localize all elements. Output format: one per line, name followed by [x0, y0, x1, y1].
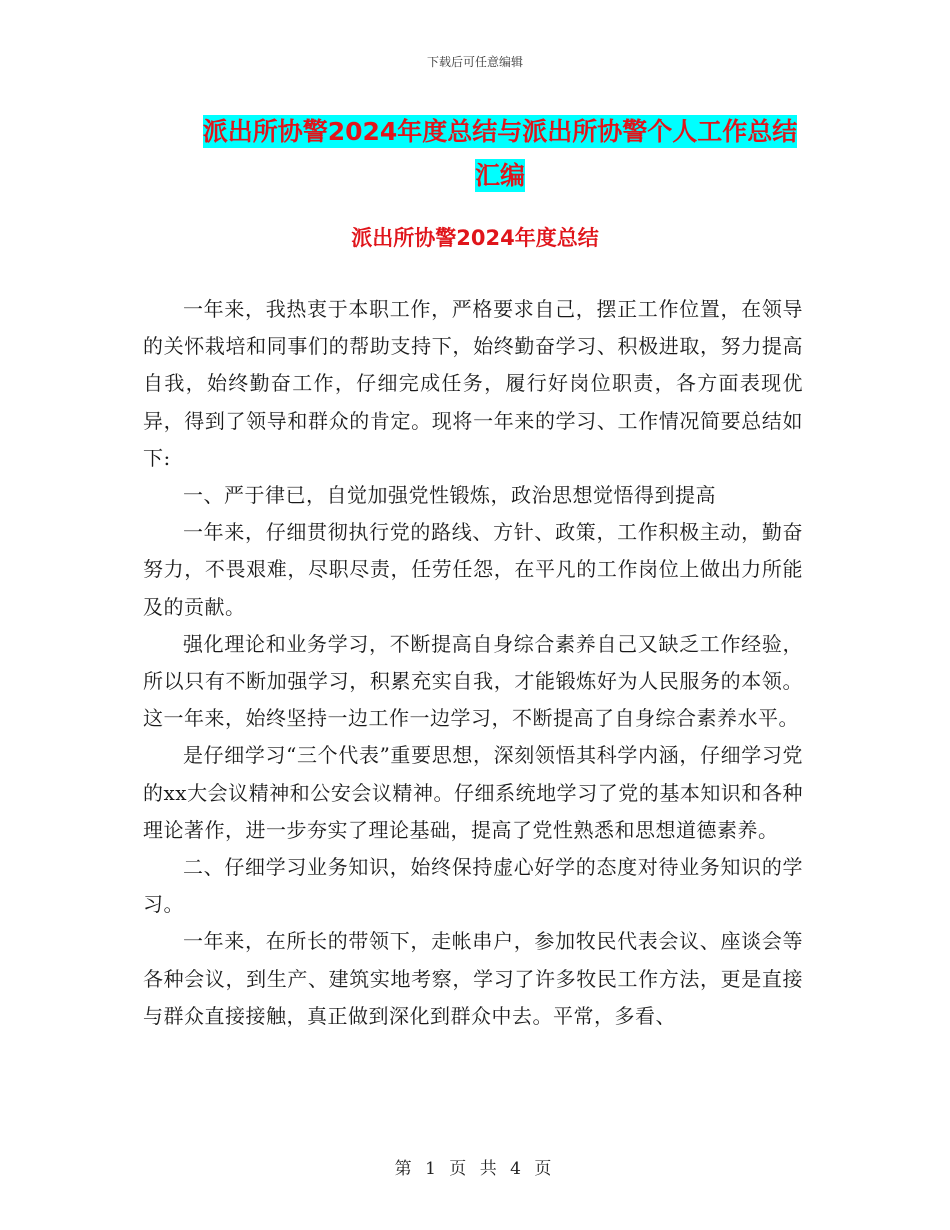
- document-title-line-2: 汇编: [474, 161, 525, 190]
- paragraph-4: 强化理论和业务学习，不断提高自身综合素养自己又缺乏工作经验，所以只有不断加强学习，积累充实自我，才能锻炼好为人民服务的本领。这一年来，始终坚持一边工作一边学习，不断提高了自身综合素养水平。: [143, 631, 803, 731]
- paragraph-3: 一年来，仔细贯彻执行党的路线、方针、政策，工作积极主动，勤奋努力，不畏艰难，尽职尽责，任劳任怨，在平凡的工作岗位上做出力所能及的贡献。: [143, 520, 803, 619]
- document-title: [130, 110, 870, 198]
- header-note: 下载后可任意编辑: [426, 55, 523, 69]
- section-title: 派出所协警2024年度总结: [351, 226, 599, 250]
- document-title-line-1: 派出所协警2024年度总结与派出所协警个人工作总结: [202, 117, 798, 146]
- paragraph-7: 一年来，在所长的带领下，走帐串户，参加牧民代表会议、座谈会等各种会议，到生产、建筑实地考察，学习了许多牧民工作方法，更是直接与群众直接接触，真正做到深化到群众中去。平常，多看、: [143, 929, 803, 1028]
- paragraph-1: 一年来，我热衷于本职工作，严格要求自己，摆正工作位置，在领导的关怀栽培和同事们的帮助支持下，始终勤奋学习、积极进取，努力提高自我，始终勤奋工作，仔细完成任务，履行好岗位职责，各方面表现优异，得到了领导和群众的肯定。现将一年来的学习、工作情况简要总结如下:: [143, 297, 803, 470]
- paragraph-5: 是仔细学习“三个代表”重要思想，深刻领悟其科学内涵，仔细学习党的xx大会议精神和公安会议精神。仔细系统地学习了党的基本知识和各种理论著作，进一步夯实了理论基础，提高了党性熟悉和思想道德素养。: [143, 743, 803, 842]
- page-footer: 第 1 页 共 4 页: [394, 1159, 556, 1179]
- paragraph-2-heading: 一、严于律已，自觉加强党性锻炼，政治思想觉悟得到提高: [183, 483, 716, 508]
- document-body: [143, 291, 803, 1035]
- paragraph-6-heading: 二、仔细学习业务知识，始终保持虚心好学的态度对待业务知识的学习。: [143, 855, 803, 917]
